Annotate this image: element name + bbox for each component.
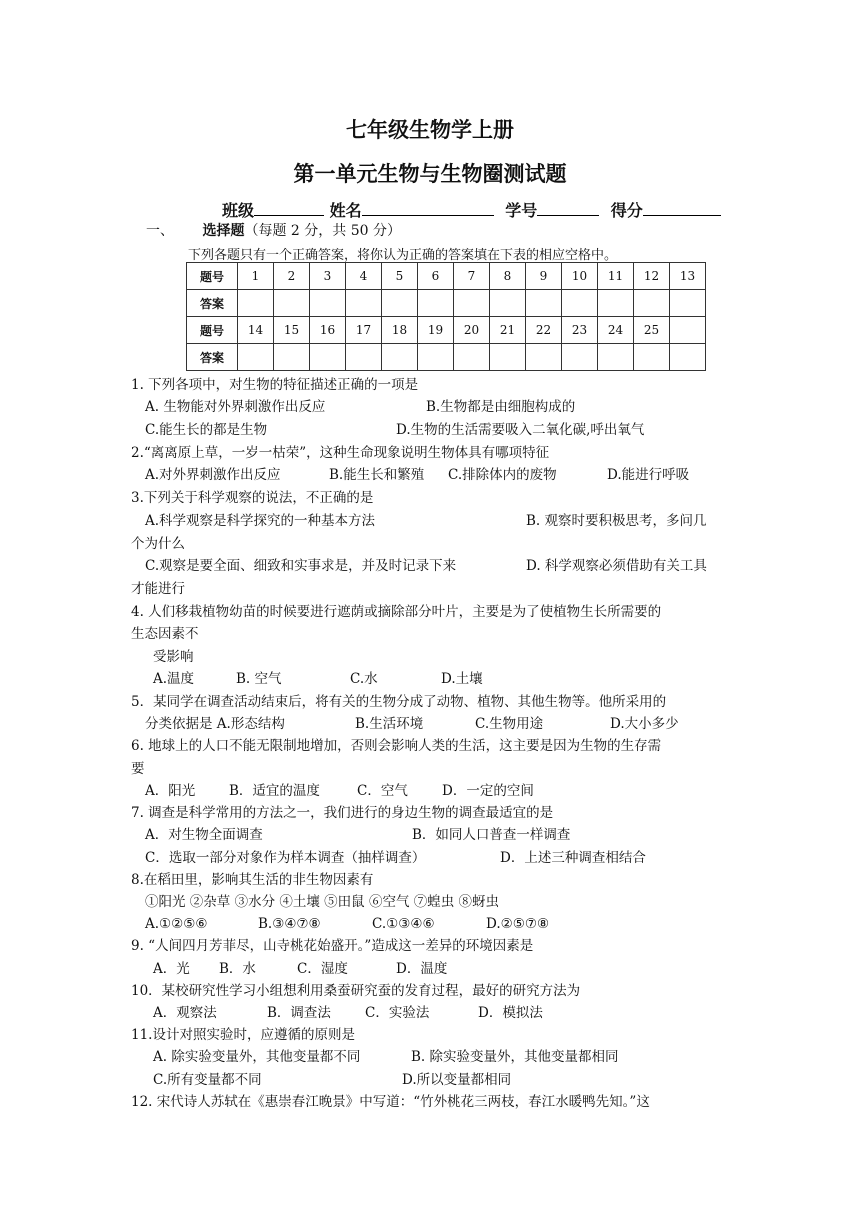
question-1: 1. 下列各项中，对生物的特征描述正确的一项是 [131, 377, 419, 393]
option-d: D．上述三种调查相结合 [500, 850, 646, 866]
question-number-cell: 1 [238, 263, 274, 290]
answer-cell[interactable] [238, 290, 274, 317]
option-a: A．观察法 [153, 1005, 217, 1021]
option-d: D.土壤 [441, 671, 483, 687]
question-number-cell: 23 [562, 317, 598, 344]
answer-cell[interactable] [418, 344, 454, 371]
table-row [187, 290, 706, 317]
option-c: C．实验法 [365, 1005, 430, 1021]
option-c: C．湿度 [297, 961, 348, 977]
option-a: A．光 [153, 961, 190, 977]
section-title: 选择题 [202, 223, 245, 239]
class-label: 班级 [222, 201, 255, 220]
option-b: B. 观察时要积极思考，多问几 [526, 513, 707, 529]
question-number-cell: 17 [346, 317, 382, 344]
answer-cell[interactable] [346, 344, 382, 371]
instruction-text: 下列各题只有一个正确答案，将你认为正确的答案填在下表的相应空格中。 [188, 248, 618, 263]
question-number-cell: 3 [310, 263, 346, 290]
section-note: （每题 2 分，共 50 分） [244, 223, 401, 239]
question-7: 7. 调查是科学常用的方法之一，我们进行的身边生物的调查最适宜的是 [131, 805, 554, 821]
question-number-cell: 9 [526, 263, 562, 290]
answer-cell[interactable] [382, 344, 418, 371]
row-label: 题号 [187, 263, 238, 290]
question-number-cell: 15 [274, 317, 310, 344]
question-10: 10．某校研究性学习小组想利用桑蚕研究蚕的发育过程，最好的研究方法为 [131, 983, 581, 999]
question-number-cell: 6 [418, 263, 454, 290]
row-label: 题号 [187, 317, 238, 344]
question-5: 5．某同学在调查活动结束后，将有关的生物分成了动物、植物、其他生物等。他所采用的 [131, 694, 667, 710]
option-a: A. 除实验变量外，其他变量都不同 [153, 1049, 361, 1065]
question-number-cell: 7 [454, 263, 490, 290]
option-d: D．模拟法 [478, 1005, 543, 1021]
table-row [187, 344, 706, 371]
option-d: D.能进行呼吸 [607, 467, 690, 483]
answer-cell[interactable] [670, 344, 706, 371]
answer-cell[interactable] [562, 290, 598, 317]
answer-cell[interactable] [670, 290, 706, 317]
question-6-continued: 要 [131, 761, 145, 777]
option-d: D.②⑤⑦⑧ [486, 916, 550, 932]
class-blank[interactable] [254, 201, 324, 216]
row-label: 答案 [187, 290, 238, 317]
answer-cell[interactable] [346, 290, 382, 317]
answer-cell[interactable] [454, 344, 490, 371]
question-12: 12. 宋代诗人苏轼在《惠崇春江晚景》中写道：“竹外桃花三两枝，春江水暖鸭先知。”这 [131, 1094, 650, 1110]
page-title: 七年级生物学上册 [346, 118, 514, 142]
answer-table [186, 262, 706, 371]
question-number-cell: 13 [670, 263, 706, 290]
option-a: A.温度 [153, 671, 195, 687]
option-a: A.科学观察是科学探究的一种基本方法 [145, 513, 376, 529]
option-a: A.①②⑤⑥ [145, 916, 208, 932]
answer-cell[interactable] [274, 290, 310, 317]
question-11: 11.设计对照实验时，应遵循的原则是 [131, 1027, 355, 1043]
question-8: 8.在稻田里，影响其生活的非生物因素有 [131, 872, 374, 888]
score-blank[interactable] [643, 201, 721, 216]
question-number-cell: 8 [490, 263, 526, 290]
option-b: B. 除实验变量外，其他变量都相同 [411, 1049, 619, 1065]
question-number-cell: 22 [526, 317, 562, 344]
option-b: B.③④⑦⑧ [258, 916, 321, 932]
page-subtitle: 第一单元生物与生物圈测试题 [293, 162, 567, 186]
answer-cell[interactable] [634, 290, 670, 317]
question-number-cell: 16 [310, 317, 346, 344]
option-b: B.能生长和繁殖 [329, 467, 425, 483]
option-d: D.大小多少 [610, 716, 679, 732]
question-number-cell: 24 [598, 317, 634, 344]
name-blank[interactable] [362, 201, 494, 216]
question-number-cell: 11 [598, 263, 634, 290]
option-d: D.生物的生活需要吸入二氧化碳,呼出氧气 [396, 422, 645, 438]
option-b: B．水 [219, 961, 256, 977]
question-4-continued: 受影响 [153, 649, 194, 665]
option-c: C.所有变量都不同 [153, 1072, 262, 1088]
answer-cell[interactable] [490, 344, 526, 371]
question-number-cell: 25 [634, 317, 670, 344]
option-d: D．一定的空间 [442, 783, 534, 799]
question-3: 3.下列关于科学观察的说法，不正确的是 [131, 490, 374, 506]
answer-cell[interactable] [454, 290, 490, 317]
section-heading [146, 220, 401, 240]
student-info-line [222, 198, 721, 221]
option-b: B.生活环境 [355, 716, 424, 732]
option-c: C.观察是要全面、细致和实事求是，并及时记录下来 [145, 558, 457, 574]
answer-cell[interactable] [418, 290, 454, 317]
answer-cell[interactable] [310, 344, 346, 371]
answer-cell[interactable] [238, 344, 274, 371]
option-c: C.①③④⑥ [372, 916, 435, 932]
id-blank[interactable] [537, 201, 599, 216]
option-c: C.生物用途 [475, 716, 544, 732]
name-label: 姓名 [329, 201, 362, 220]
question-number-cell: 18 [382, 317, 418, 344]
question-number-cell [670, 317, 706, 344]
question-4: 4. 人们移栽植物幼苗的时候要进行遮荫或摘除部分叶片，主要是为了使植物生长所需要的 [131, 604, 662, 620]
question-9: 9. “人间四月芳菲尽，山寺桃花始盛开。”造成这一差异的环境因素是 [131, 938, 534, 954]
option-a: A．阳光 [145, 783, 196, 799]
option-a: A.对外界刺激作出反应 [145, 467, 281, 483]
option-b: B．调查法 [267, 1005, 331, 1021]
option-d: D. 科学观察必须借助有关工具 [526, 558, 707, 574]
answer-cell[interactable] [526, 290, 562, 317]
option-c: C.水 [350, 671, 378, 687]
option-b: B．如同人口普查一样调查 [412, 827, 571, 843]
question-number-cell: 12 [634, 263, 670, 290]
option-b: B.生物都是由细胞构成的 [426, 399, 576, 415]
id-label: 学号 [505, 201, 538, 220]
answer-cell[interactable] [634, 344, 670, 371]
option-d-continued: 才能进行 [131, 581, 185, 597]
question-6: 6. 地球上的人口不能无限制地增加，否则会影响人类的生活，这主要是因为生物的生存需 [131, 738, 662, 754]
option-d: D．温度 [396, 961, 448, 977]
question-4-continued: 生态因素不 [131, 626, 199, 642]
question-number-cell: 14 [238, 317, 274, 344]
option-c: C.能生长的都是生物 [145, 422, 268, 438]
table-row [187, 317, 706, 344]
question-5-continued: 分类依据是 A.形态结构 [145, 716, 285, 732]
option-a: A. 生物能对外界刺激作出反应 [145, 399, 326, 415]
option-d: D.所以变量都相同 [402, 1072, 512, 1088]
table-row [187, 263, 706, 290]
answer-cell[interactable] [526, 344, 562, 371]
question-number-cell: 2 [274, 263, 310, 290]
option-b: B. 空气 [236, 671, 282, 687]
question-number-cell: 10 [562, 263, 598, 290]
question-number-cell: 5 [382, 263, 418, 290]
option-a: A．对生物全面调查 [145, 827, 263, 843]
answer-cell[interactable] [598, 344, 634, 371]
question-8-items: ①阳光 ②杂草 ③水分 ④土壤 ⑤田鼠 ⑥空气 ⑦蝗虫 ⑧蚜虫 [145, 894, 500, 910]
option-c: C．选取一部分对象作为样本调查（抽样调查） [145, 850, 426, 866]
row-label: 答案 [187, 344, 238, 371]
option-b-continued: 个为什么 [131, 536, 185, 552]
answer-cell[interactable] [562, 344, 598, 371]
question-number-cell: 4 [346, 263, 382, 290]
option-c: C.排除体内的废物 [448, 467, 557, 483]
question-number-cell: 19 [418, 317, 454, 344]
answer-cell[interactable] [598, 290, 634, 317]
option-b: B．适宜的温度 [229, 783, 320, 799]
question-number-cell: 20 [454, 317, 490, 344]
section-number: 一、 [146, 223, 174, 239]
answer-cell[interactable] [310, 290, 346, 317]
score-label: 得分 [610, 201, 643, 220]
option-c: C．空气 [357, 783, 408, 799]
answer-cell[interactable] [382, 290, 418, 317]
question-number-cell: 21 [490, 317, 526, 344]
answer-cell[interactable] [274, 344, 310, 371]
question-2: 2.“离离原上草，一岁一枯荣”，这种生命现象说明生物体具有哪项特征 [131, 445, 550, 461]
answer-cell[interactable] [490, 290, 526, 317]
